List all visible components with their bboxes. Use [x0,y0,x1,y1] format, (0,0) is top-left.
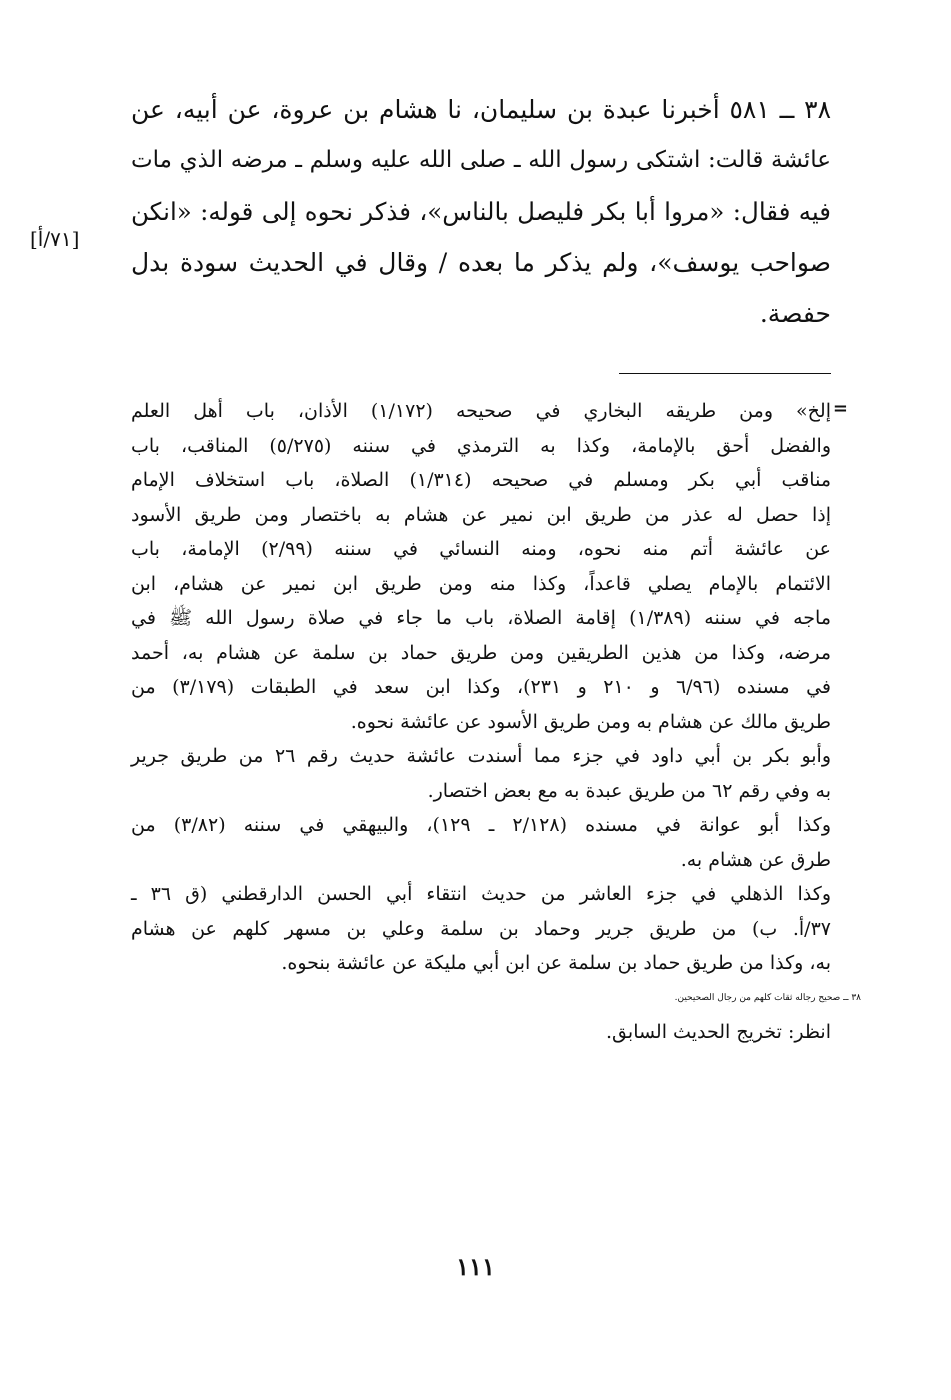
footnote-line: والفضل أحق بالإمامة، وكذا به الترمذي في سننه (٥/٢٧٥) المناقب، باب [131,434,831,457]
footnote-separator [619,373,831,374]
manuscript-folio-note: [٧١/أ] [30,227,80,251]
hadith-text [131,84,831,339]
footnote-38-line: ٣٨ ــ صحيح رجاله ثقات كلهم من رجال الصحيحين. [674,992,861,1003]
hadith-line-4: صواحب يوسف»، ولم يذكر ما بعده / وقال في الحديث سودة بدل [131,248,831,277]
footnote-line: طريق مالك عن هشام به ومن طريق الأسود عن عائشة نحوه. [350,710,831,733]
footnote-line: إذا حصل له عذر من طريق ابن نمير عن هشام به باختصار ومن طريق الأسود [131,503,831,526]
footnote-line: طرق عن هشام به. [680,848,831,871]
footnote-line: وكذا أبو عوانة في مسنده (٢/١٢٨ ـ ١٢٩)، والبيهقي في سننه (٣/٨٢) من [131,814,831,836]
footnotes [131,394,861,1050]
footnote-line: عن عائشة أتم منه نحوه، ومنه النسائي في سننه (٢/٩٩) الإمامة، باب [131,538,831,560]
footnote-line: ماجه في سننه (١/٣٨٩) إقامة الصلاة، باب ما جاء في صلاة رسول الله ﷺ في [131,607,832,629]
footnote-line: إلخ» ومن طريقه البخاري في صحيحه (١/١٧٢) الأذان، باب أهل العلم [131,400,831,422]
footnote-line: مناقب أبي بكر ومسلم في صحيحه (١/٣١٤) الصلاة، باب استخلاف الإمام [131,469,832,491]
footnote-line: وأبو بكر بن أبي داود في جزء مما أسندت عائشة حديث رقم ٢٦ من طريق جرير [131,745,831,767]
footnote-line: ٣٧/أ. ب) من طريق جرير وحماد بن سلمة وعلي بن مسهر كلهم عن هشام [131,917,831,940]
footnote-line: انظر: تخريج الحديث السابق. [606,1021,831,1043]
footnote-continuation-marker: = [832,398,848,419]
footnote-line: وكذا الذهلي في جزء العاشر من حديث انتقاء أبي الحسن الدارقطني (ق ٣٦ ـ [131,883,831,905]
footnote-line: به وفي رقم ٦٢ من طريق عبدة به مع بعض اختصار. [427,779,831,802]
footnote-line: به، وكذا من طريق حماد بن سلمة عن ابن أبي مليكة عن عائشة بنحوه. [281,952,831,974]
footnote-line: الائتمام بالإمام يصلي قاعداً، وكذا منه ومن طريق ابن نمير عن هشام، ابن [131,572,831,595]
hadith-line-5: حفصة. [759,299,831,328]
hadith-line-3: فيه فقال: «مروا أبا بكر فليصل بالناس»، فذكر نحوه إلى قوله: «انكن [131,197,831,226]
hadith-line-1: ٣٨ ــ ٥٨١ أخبرنا عبدة بن سليمان، نا هشام بن عروة، عن أبيه، عن [131,95,832,124]
page-number: ١١١ [456,1252,495,1281]
hadith-line-2: عائشة قالت: اشتكى رسول الله ـ صلى الله عليه وسلم ـ مرضه الذي مات [131,147,831,173]
footnote-line: في مسنده (٦/٩٦ و ٢١٠ و ٢٣١)، وكذا ابن سعد في الطبقات (٣/١٧٩) من [131,676,831,698]
footnote-line: مرضه، وكذا من هذين الطريقين ومن طريق حماد بن سلمة عن هشام به، أحمد [131,641,831,664]
